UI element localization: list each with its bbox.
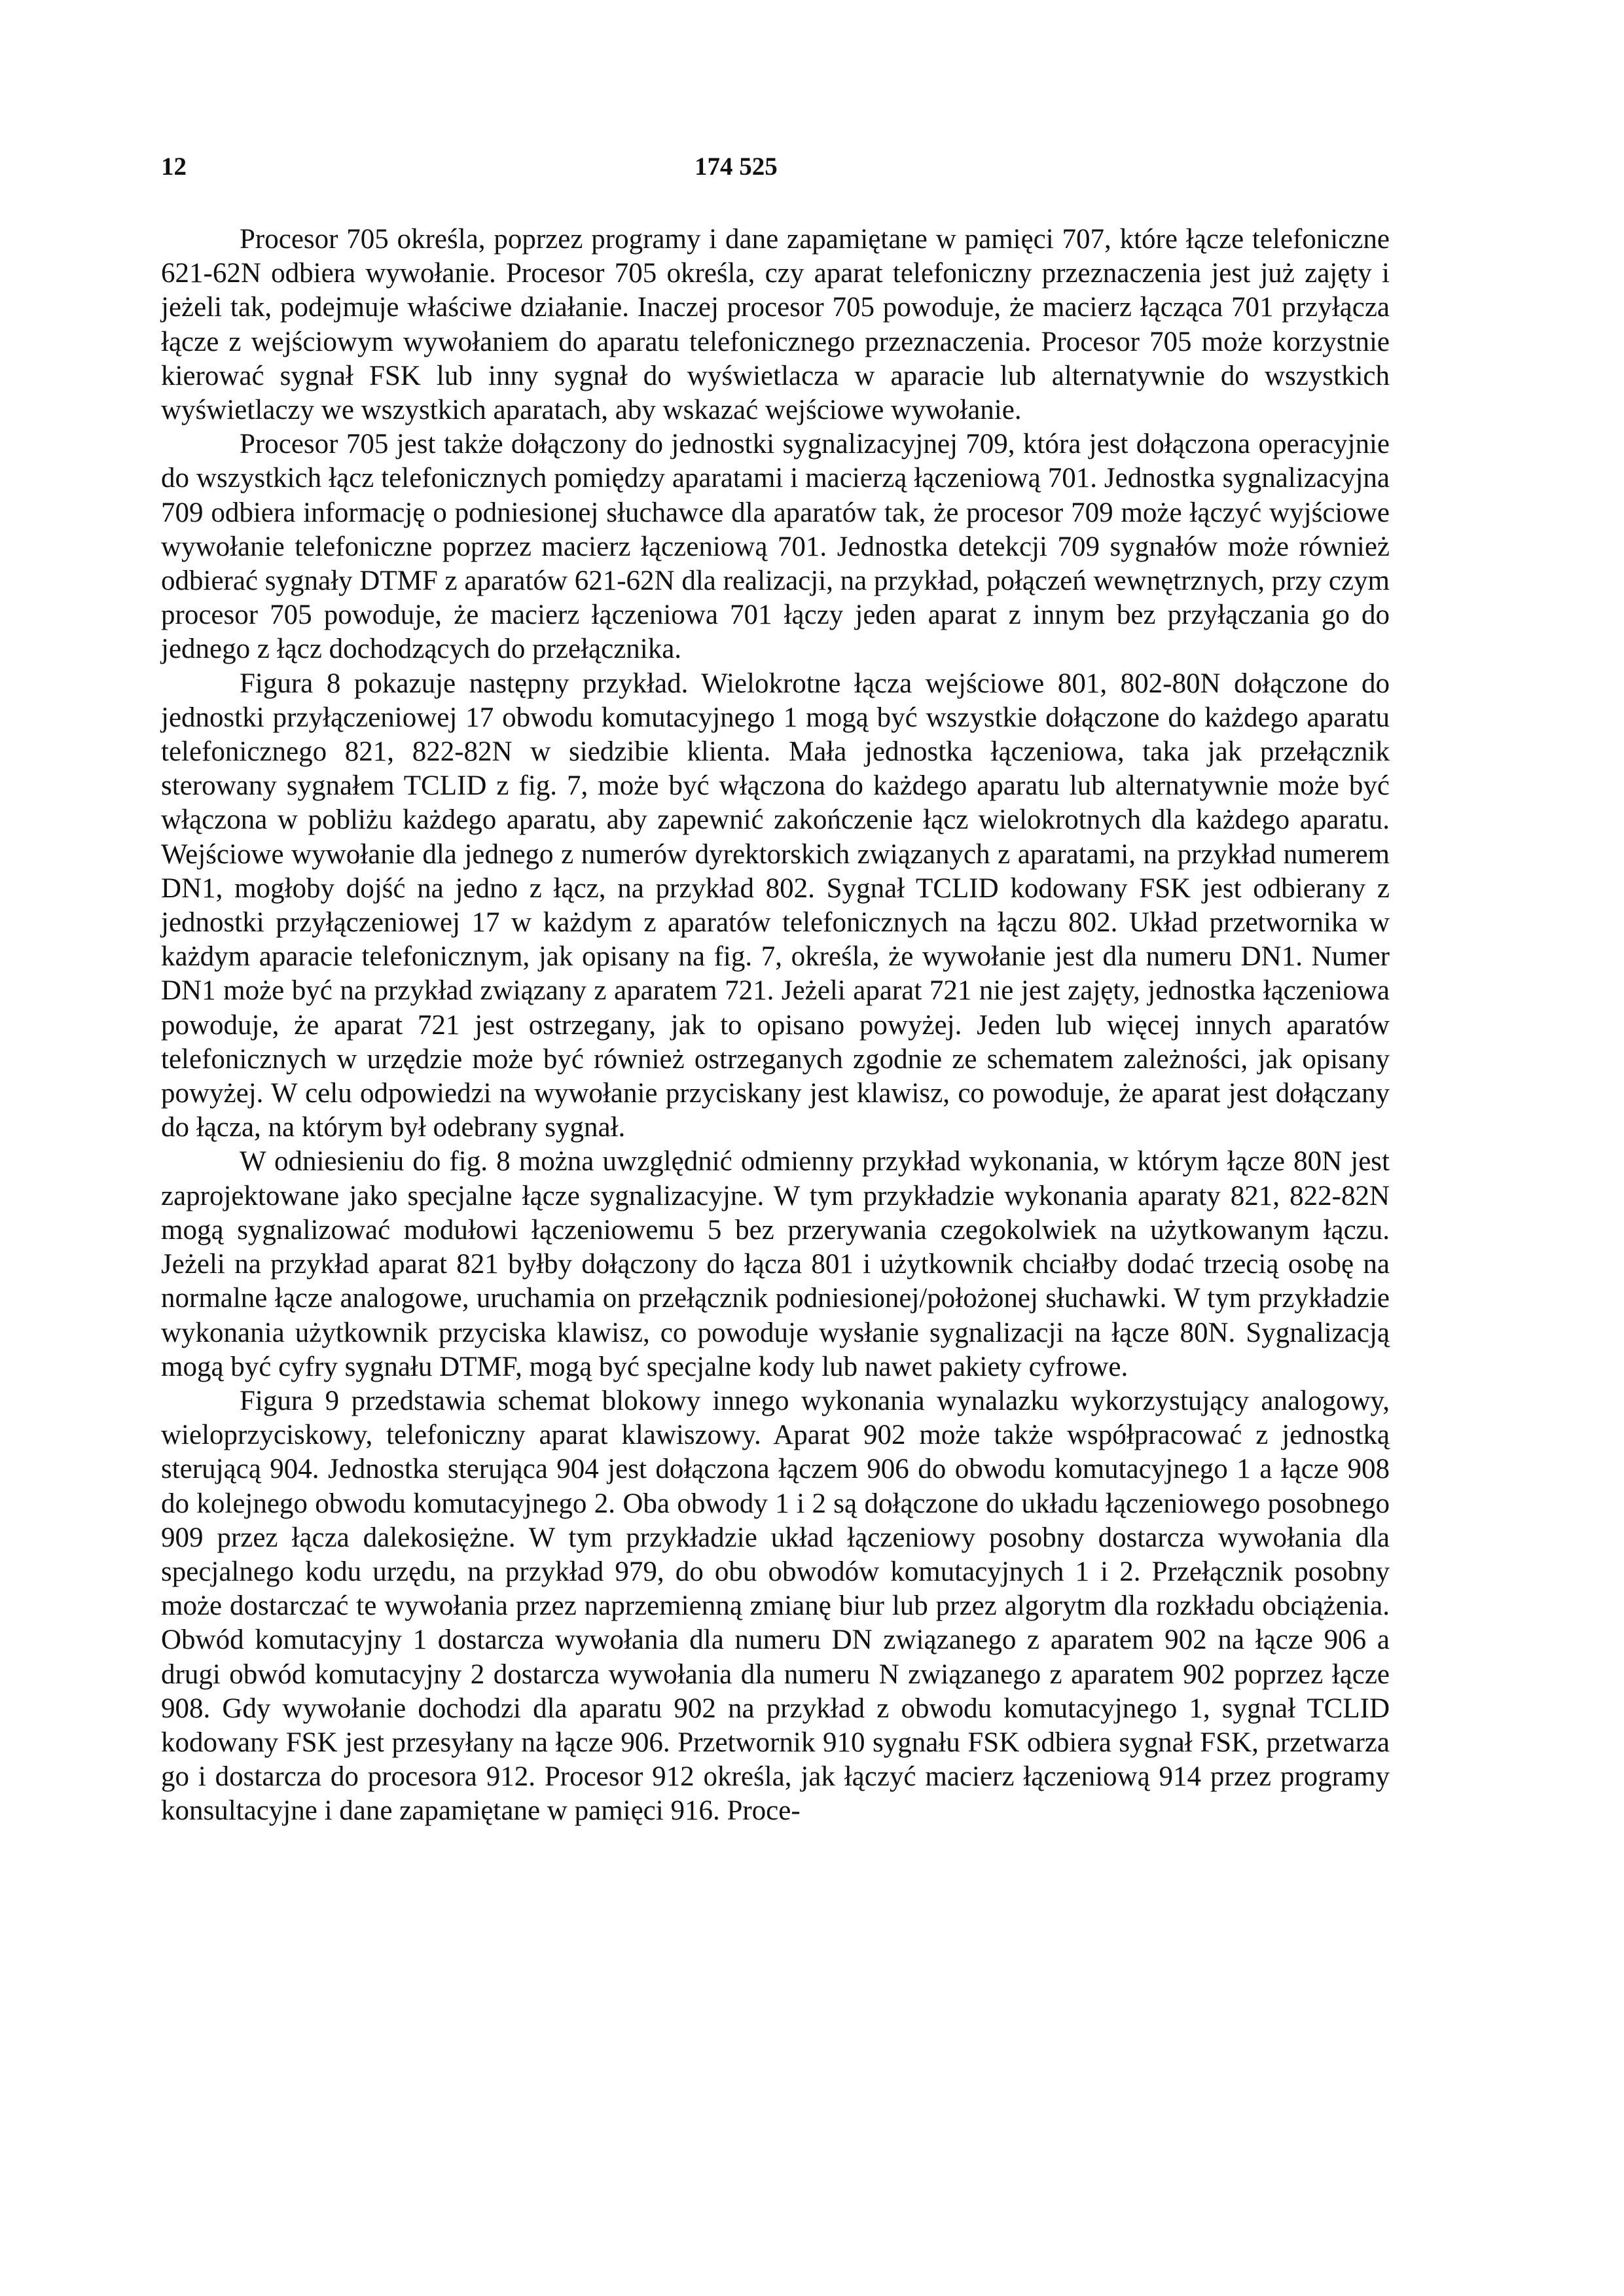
paragraph: Figura 8 pokazuje następny przykład. Wielokrotne łącza wejściowe 801, 802-80N dołączone do jednostki przyłączeniowej 17 obwodu komutacyjnego 1 mogą być wszystkie dołączone do każdego aparatu telefonicznego 821, 822-82N w siedzibie klienta. Mała jednostka łączeniowa, taka jak przełącznik sterowany sygnałem TCLID z fig. 7, może być włączona do każdego aparatu lub alternatywnie może być włączona w pobliżu każdego aparatu, aby zapewnić zakończenie łącz wielokrotnych dla każdego aparatu. Wejściowe wywołanie dla jednego z numerów dyrektorskich związanych z aparatami, na przykład numerem DN1, mogłoby dojść na jedno z łącz, na przykład 802. Sygnał TCLID kodowany FSK jest odbierany z jednostki przyłączeniowej 17 w każdym z aparatów telefonicznych na łączu 802. Układ przetwornika w każdym aparacie telefonicznym, jak opisany na fig. 7, określa, że wywołanie jest dla numeru DN1. Numer DN1 może być na przykład związany z aparatem 721. Jeżeli aparat 721 nie jest zajęty, jednostka łączeniowa powoduje, że aparat 721 jest ostrzegany, jak to opisano powyżej. Jeden lub więcej innych aparatów telefonicznych w urzędzie może być również ostrzeganych zgodnie ze schematem zależności, jak opisany powyżej. W celu odpowiedzi na wywołanie przyciskany jest klawisz, co powoduje, że aparat jest dołączany do łącza, na którym był odebrany sygnał.: [161, 668, 1390, 1143]
paragraph: W odniesieniu do fig. 8 można uwzględnić odmienny przykład wykonania, w którym łącze 80N jest zaprojektowane jako specjalne łącze sygnalizacyjne. W tym przykładzie wykonania aparaty 821, 822-82N mogą sygnalizować modułowi łączeniowemu 5 bez przerywania czegokolwiek na użytkowanym łączu. Jeżeli na przykład aparat 821 byłby dołączony do łącza 801 i użytkownik chciałby dodać trzecią osobę na normalne łącze analogowe, uruchamia on przełącznik podniesionej/położonej słuchawki. W tym przykładzie wykonania użytkownik przyciska klawisz, co powoduje wysłanie sygnalizacji na łącze 80N. Sygnalizacją mogą być cyfry sygnału DTMF, mogą być specjalne kody lub nawet pakiety cyfrowe.: [161, 1146, 1390, 1382]
page-number: 12: [161, 152, 187, 181]
document-body: [161, 223, 1390, 1829]
paragraph: Procesor 705 określa, poprzez programy i dane zapamiętane w pamięci 707, które łącze telefoniczne 621-62N odbiera wywołanie. Procesor 705 określa, czy aparat telefoniczny przeznaczenia jest już zajęty i jeżeli tak, podejmuje właściwe działanie. Inaczej procesor 705 powoduje, że macierz łącząca 701 przyłącza łącze z wejściowym wywołaniem do aparatu telefonicznego przeznaczenia. Procesor 705 może korzystnie kierować sygnał FSK lub inny sygnał do wyświetlacza w aparacie lub alternatywnie do wszystkich wyświetlaczy we wszystkich aparatach, aby wskazać wejściowe wywołanie.: [161, 224, 1390, 426]
paragraph: Procesor 705 jest także dołączony do jednostki sygnalizacyjnej 709, która jest dołączona operacyjnie do wszystkich łącz telefonicznych pomiędzy aparatami i macierzą łączeniową 701. Jednostka sygnalizacyjna 709 odbiera informację o podniesionej słuchawce dla aparatów tak, że procesor 709 może łączyć wyjściowe wywołanie telefoniczne poprzez macierz łączeniową 701. Jednostka detekcji 709 sygnałów może również odbierać sygnały DTMF z aparatów 621-62N dla realizacji, na przykład, połączeń wewnętrznych, przy czym procesor 705 powoduje, że macierz łączeniowa 701 łączy jeden aparat z innym bez przyłączania go do jednego z łącz dochodzących do przełącznika.: [161, 429, 1390, 665]
paragraph: Figura 9 przedstawia schemat blokowy innego wykonania wynalazku wykorzystujący analogowy, wieloprzyciskowy, telefoniczny aparat klawiszowy. Aparat 902 może także współpracować z jednostką sterującą 904. Jednostka sterująca 904 jest dołączona łączem 906 do obwodu komutacyjnego 1 a łącze 908 do kolejnego obwodu komutacyjnego 2. Oba obwody 1 i 2 są dołączone do układu łączeniowego posobnego 909 przez łącza dalekosiężne. W tym przykładzie układ łączeniowy posobny dostarcza wywołania dla specjalnego kodu urzędu, na przykład 979, do obu obwodów komutacyjnych 1 i 2. Przełącznik posobny może dostarczać te wywołania przez naprzemienną zmianę biur lub przez algorytm dla rozkładu obciążenia. Obwód komutacyjny 1 dostarcza wywołania dla numeru DN związanego z aparatem 902 na łącze 906 a drugi obwód komutacyjny 2 dostarcza wywołania dla numeru N związanego z aparatem 902 poprzez łącze 908. Gdy wywołanie dochodzi dla aparatu 902 na przykład z obwodu komutacyjnego 1, sygnał TCLID kodowany FSK jest przesyłany na łącze 906. Przetwornik 910 sygnału FSK odbiera sygnał FSK, przetwarza go i dostarcza do procesora 912. Procesor 912 określa, jak łączyć macierz łączeniową 914 przez programy konsultacyjne i dane zapamiętane w pamięci 916. Proce-: [161, 1385, 1390, 1827]
patent-number: 174 525: [695, 152, 778, 181]
page-header: [161, 152, 1390, 191]
